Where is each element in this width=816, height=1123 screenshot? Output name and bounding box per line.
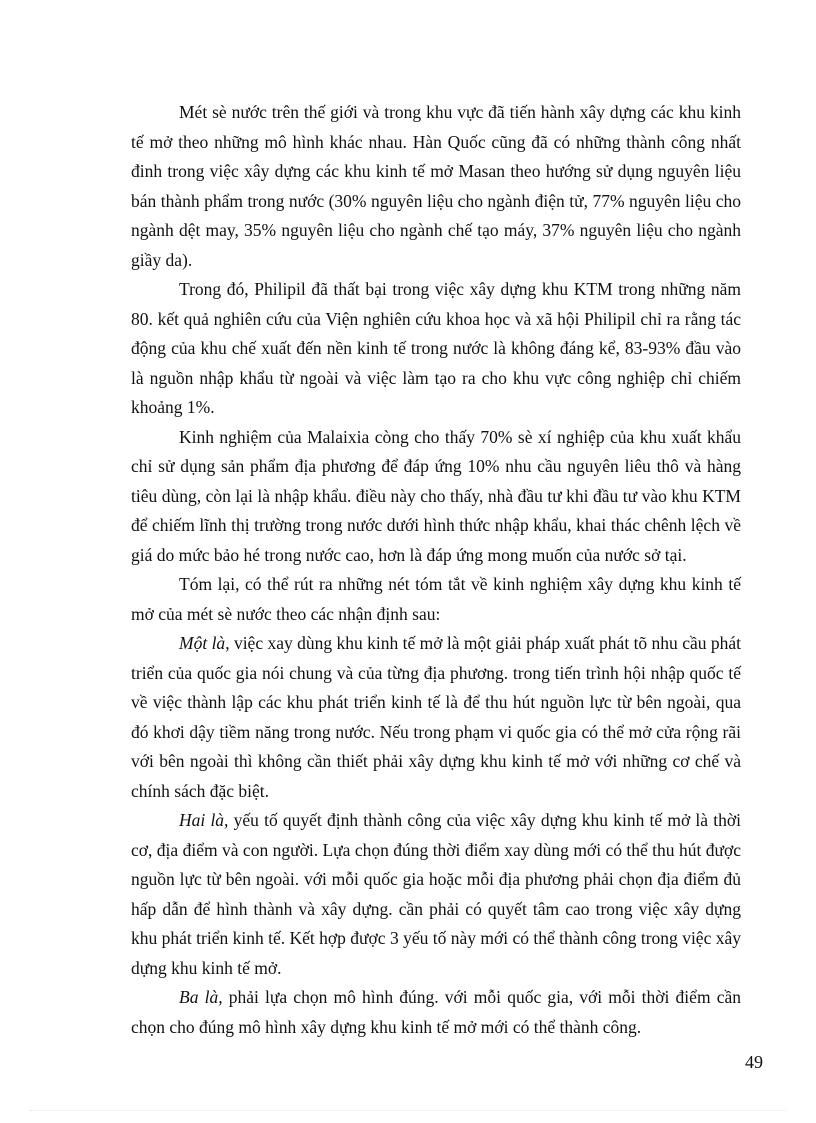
paragraph-3 — [131, 423, 741, 571]
paragraph-6-text: yếu tố quyết định thành công của việc xây dựng khu kinh tế mở là thời cơ, địa điểm và con người. Lựa chọn đúng thời điểm xay dùng mới có thể thu hút được nguồn lực từ bên ngoài. với mỗi quốc gia hoặc mỗi địa phương phải chọn địa điểm đủ hấp dẫn để hình thành và xây dựng. cần phải có quyết tâm cao trong việc xây dựng khu phát triển kinh tế. Kết hợp được 3 yếu tố này mới có thể thành công trong việc xây dựng khu kinh tế mở. — [131, 810, 741, 978]
paragraph-1 — [131, 98, 741, 275]
paragraph-7-text: phải lựa chọn mô hình đúng. với mỗi quốc gia, với mỗi thời điểm cần chọn cho đúng mô hình xây dựng khu kinh tế mở mới có thể thành công. — [131, 987, 741, 1037]
paragraph-7 — [131, 983, 741, 1042]
paragraph-5-text: , việc xay dùng khu kinh tế mở là một giải pháp xuất phát tõ nhu cầu phát triển của quốc gia nói chung và của từng địa phương. trong tiến trình hội nhập quốc tế về việc thành lập các khu phát triển kinh tế là để thu hút nguồn lực từ bên ngoài, qua đó khơi dậy tiềm năng trong nước. Nếu trong phạm vi quốc gia có thể mở cửa rộng rãi với bên ngoài thì không cần thiết phải xây dựng khu kinh tế mở với những cơ chế và chính sách đặc biệt. — [131, 633, 741, 801]
paragraph-5 — [131, 629, 741, 806]
page-number: 49 — [745, 1052, 763, 1072]
paragraph-1-text: Mét sè nước trên thế giới và trong khu vực đã tiến hành xây dựng các khu kinh tế mở theo những mô hình khác nhau. Hàn Quốc cũng đã có những thành công nhất đinh trong việc xây dựng các khu kinh tế mở Masan theo hướng sử dụng nguyên liệu bán thành phẩm trong nước (30% nguyên liệu cho ngành điện tử, 77% nguyên liệu cho ngành dệt may, 35% nguyên liệu cho ngành chế tạo máy, 37% nguyên liệu cho ngành giầy da). — [131, 102, 741, 270]
paragraph-6-lead: Hai là, — [179, 810, 229, 830]
body-text — [131, 98, 741, 1042]
paragraph-3-text: Kinh nghiệm của Malaixia còng cho thấy 70% sè xí nghiệp của khu xuất khẩu chỉ sử dụng sản phẩm địa phương để đáp ứng 10% nhu cầu nguyên liêu thô và hàng tiêu dùng, còn lại là nhập khẩu. điều này cho thấy, nhà đầu tư khi đầu tư vào khu KTM để chiếm lĩnh thị trường trong nước dưới hình thức nhập khẩu, khai thác chênh lệch về giá do mức bảo hé trong nước cao, hơn là đáp ứng mong muốn của nước sở tại. — [131, 426, 741, 565]
paragraph-7-lead: Ba là, — [179, 987, 223, 1007]
paragraph-4 — [131, 570, 741, 629]
paragraph-5-lead: Một là — [179, 633, 226, 653]
paragraph-2-text: Trong đó, Philipil đã thất bại trong việc xây dựng khu KTM trong những năm 80. kết quả nghiên cứu của Viện nghiên cứu khoa học và xã hội Philipil chỉ ra rằng tác động của khu chế xuất đến nền kinh tế trong nước là không đáng kể, 83-93% đầu vào là nguồn nhập khẩu từ ngoài và việc làm tạo ra cho khu vực công nghiệp chỉ chiếm khoảng 1%. — [131, 279, 741, 417]
paragraph-6 — [131, 806, 741, 983]
bottom-divider — [30, 1110, 786, 1111]
paragraph-2 — [131, 275, 741, 423]
paragraph-4-text: Tóm lại, có thể rút ra những nét tóm tắt về kinh nghiệm xây dựng khu kinh tế mở của mét sè nước theo các nhận định sau: — [131, 574, 741, 624]
